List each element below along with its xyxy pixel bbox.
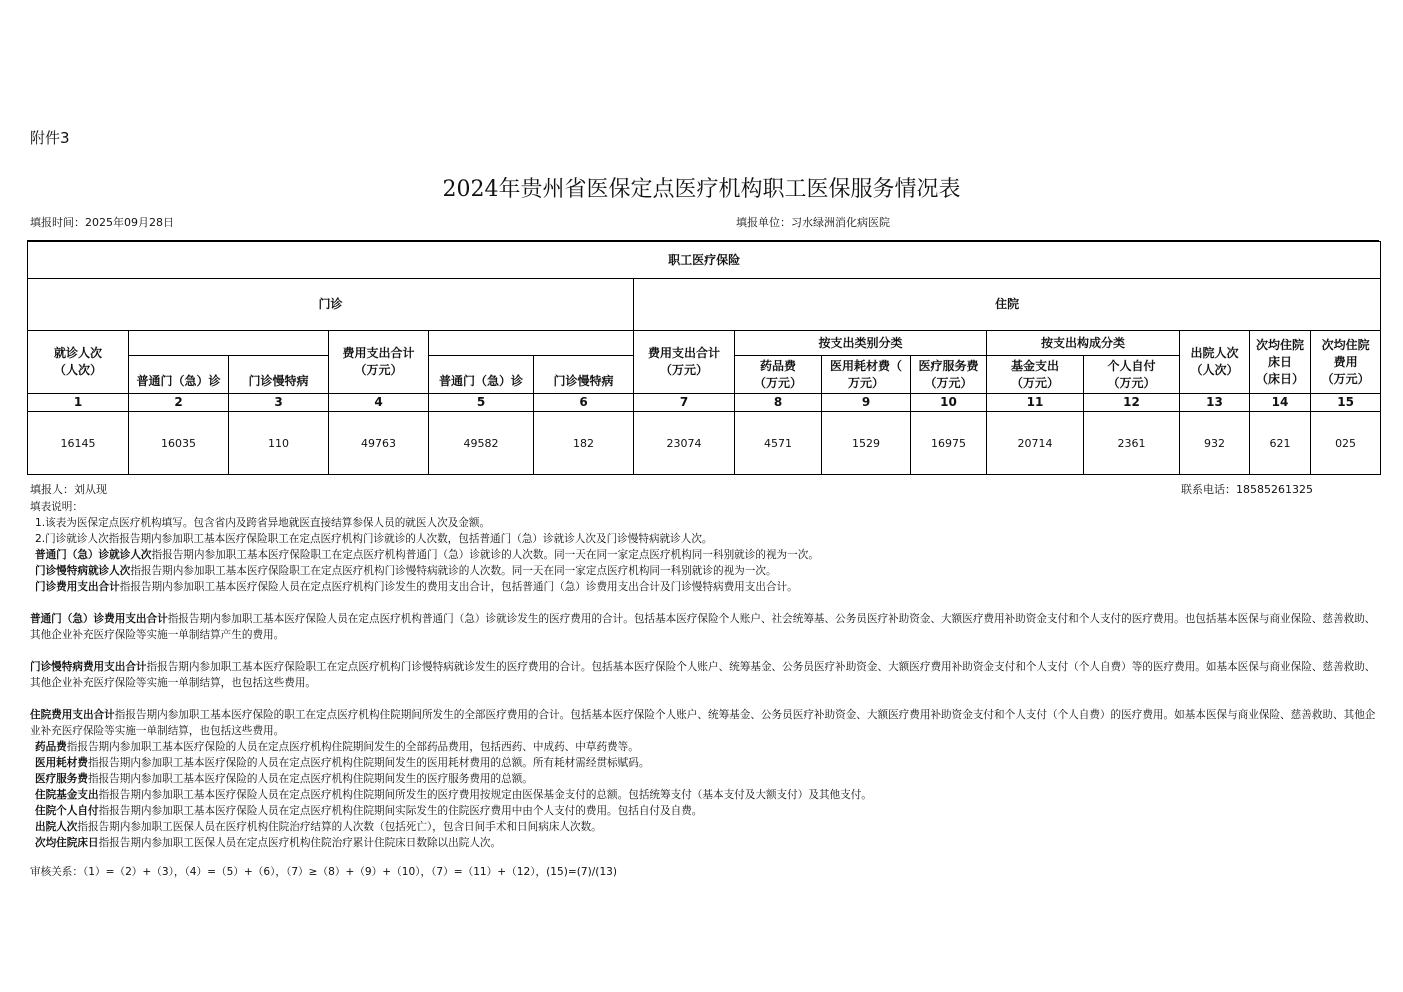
fill-unit: 填报单位：习水绿洲消化病医院 [736, 216, 890, 229]
service-header: 医疗服务费 （万元） [911, 356, 987, 394]
fund-header: 基金支出 （万元） [987, 356, 1084, 394]
col-number: 3 [229, 394, 329, 412]
blank-header-1 [129, 331, 329, 356]
col-number: 7 [634, 394, 735, 412]
avg-bed-days-header: 次均住院 床日 （床日） [1250, 331, 1311, 394]
self-pay-header: 个人自付 （万元） [1084, 356, 1180, 394]
attachment-label: 附件3 [30, 129, 70, 147]
page-title: 2024年贵州省医保定点医疗机构职工医保服务情况表 [442, 177, 961, 202]
note-8: 住院费用支出合计指报告期内参加职工基本医疗保险的职工在定点医疗机构住院期间所发生的全部医疗费用的合计。包括基本医疗保险个人账户、统筹基金、公务员医疗补助资金、大额医疗费用补助资金支付和个人支付（个人自费）的医疗费用。如基本医保与商业保险、慈善救助、其他企业补充医疗保险等实施一单制结算，也包括这些费用。 [30, 709, 1376, 737]
col-number: 1 [28, 394, 129, 412]
note-3: 普通门（急）诊就诊人次指报告期内参加职工基本医疗保险职工在定点医疗机构普通门（急）诊就诊的人次数。同一天在同一家定点医疗机构同一科别就诊的视为一次。 [35, 549, 819, 561]
fill-instructions [30, 499, 1380, 851]
col-number: 6 [534, 394, 634, 412]
table-cell: 49582 [429, 412, 534, 475]
table-cell: 110 [229, 412, 329, 475]
drug-header: 药品费 （万元） [735, 356, 822, 394]
note-2: 2.门诊就诊人次指报告期内参加职工基本医疗保险职工在定点医疗机构门诊就诊的人次数，包括普通门（急）诊就诊人次及门诊慢特病就诊人次。 [35, 533, 713, 545]
table-cell: 16145 [28, 412, 129, 475]
table-cell: 2361 [1084, 412, 1180, 475]
col-number: 13 [1180, 394, 1250, 412]
table-cell: 20714 [987, 412, 1084, 475]
note-13: 住院个人自付指报告期内参加职工基本医疗保险人员在定点医疗机构住院期间实际发生的住院医疗费用中由个人支付的费用。包括自付及自费。 [35, 805, 703, 817]
contact-phone: 联系电话：18585261325 [1181, 483, 1313, 496]
col-number: 12 [1084, 394, 1180, 412]
note-1: 1.该表为医保定点医疗机构填写。包含省内及跨省异地就医直接结算参保人员的就医人次及金额。 [35, 517, 491, 529]
fill-time: 填报时间：2025年09月28日 [30, 216, 174, 229]
notes-heading: 填表说明： [30, 501, 83, 513]
table-cell: 932 [1180, 412, 1250, 475]
table-cell: 1529 [822, 412, 911, 475]
op-expense-header: 费用支出合计 （万元） [329, 331, 429, 394]
outpatient-header: 门诊 [28, 279, 634, 331]
col-number: 9 [822, 394, 911, 412]
col-number: 4 [329, 394, 429, 412]
table-cell: 16975 [911, 412, 987, 475]
top-header: 职工医疗保险 [28, 242, 1381, 279]
table-cell: 182 [534, 412, 634, 475]
avg-cost-header: 次均住院 费用 （万元） [1311, 331, 1381, 394]
filler-name: 填报人：刘从现 [30, 483, 107, 496]
col-number: 10 [911, 394, 987, 412]
consumable-header: 医用耗材费（ 万元） [822, 356, 911, 394]
table-cell: 49763 [329, 412, 429, 475]
general-opd-header: 普通门（急）诊 [129, 356, 229, 394]
general-opd-expense-header: 普通门（急）诊 [429, 356, 534, 394]
col-number: 8 [735, 394, 822, 412]
col-number: 15 [1311, 394, 1381, 412]
value-row [28, 412, 1381, 475]
table-cell: 16035 [129, 412, 229, 475]
note-5: 门诊费用支出合计指报告期内参加职工基本医疗保险人员在定点医疗机构门诊发生的费用支出合计，包括普通门（急）诊费用支出合计及门诊慢特病费用支出合计。 [35, 581, 798, 593]
col-number: 14 [1250, 394, 1311, 412]
by-category-header: 按支出类别分类 [735, 331, 987, 356]
service-table [27, 241, 1381, 475]
audit-relations: 审核关系：（1）=（2）+（3），（4）=（5）+（6），（7）≥（8）+（9）+（10），（7）=（11）+（12），(15)=(7)/(13) [30, 866, 618, 878]
note-12: 住院基金支出指报告期内参加职工基本医疗保险人员在定点医疗机构住院期间所发生的医疗费用按规定由医保基金支付的总额。包括统筹支付（基本支付及大额支付）及其他支付。 [35, 789, 872, 801]
column-number-row [28, 394, 1381, 412]
col-number: 11 [987, 394, 1084, 412]
note-7: 门诊慢特病费用支出合计指报告期内参加职工基本医疗保险职工在定点医疗机构门诊慢特病就诊发生的医疗费用的合计。包括基本医疗保险个人账户、统筹基金、公务员医疗补助资金、大额医疗费用补助资金支付和个人支付（个人自费）等的医疗费用。如基本医保与商业保险、慈善救助、其他企业补充医疗保险等实施一单制结算，也包括这些费用。 [30, 661, 1376, 689]
note-9: 药品费指报告期内参加职工基本医疗保险的人员在定点医疗机构住院期间发生的全部药品费用，包括西药、中成药、中草药费等。 [35, 741, 639, 753]
table-cell: 23074 [634, 412, 735, 475]
visits-header: 就诊人次 （人次） [28, 331, 129, 394]
table-cell: 621 [1250, 412, 1311, 475]
blank-header-2 [429, 331, 634, 356]
table-cell: 025 [1311, 412, 1381, 475]
note-6: 普通门（急）诊费用支出合计指报告期内参加职工基本医疗保险人员在定点医疗机构普通门（急）诊就诊发生的医疗费用的合计。包括基本医疗保险个人账户、社会统筹基、公务员医疗补助资金、大额医疗费用补助资金支付和个人支付的医疗费用。也包括基本医保与商业保险、慈善救助、其他企业补充医疗保险等实施一单制结算产生的费用。 [30, 613, 1376, 641]
by-structure-header: 按支出构成分类 [987, 331, 1180, 356]
note-4: 门诊慢特病就诊人次指报告期内参加职工基本医疗保险职工在定点医疗机构门诊慢特病就诊的人次数。同一天在同一家定点医疗机构同一科别就诊的视为一次。 [35, 565, 777, 577]
table-cell: 4571 [735, 412, 822, 475]
note-14: 出院人次指报告期内参加职工医保人员在医疗机构住院治疗结算的人次数（包括死亡），包含日间手术和日间病床人次数。 [35, 821, 602, 833]
col-number: 5 [429, 394, 534, 412]
ip-expense-header: 费用支出合计 （万元） [634, 331, 735, 394]
inpatient-header: 住院 [634, 279, 1381, 331]
note-15: 次均住院床日指报告期内参加职工医保人员在定点医疗机构住院治疗累计住院床日数除以出院人次。 [35, 837, 502, 849]
chronic-opd-expense-header: 门诊慢特病 [534, 356, 634, 394]
discharges-header: 出院人次 （人次） [1180, 331, 1250, 394]
col-number: 2 [129, 394, 229, 412]
note-10: 医用耗材费指报告期内参加职工基本医疗保险的人员在定点医疗机构住院期间发生的医用耗材费用的总额。所有耗材需经贯标赋码。 [35, 757, 650, 769]
chronic-opd-header: 门诊慢特病 [229, 356, 329, 394]
note-11: 医疗服务费指报告期内参加职工基本医疗保险的人员在定点医疗机构住院期间发生的医疗服务费用的总额。 [35, 773, 533, 785]
